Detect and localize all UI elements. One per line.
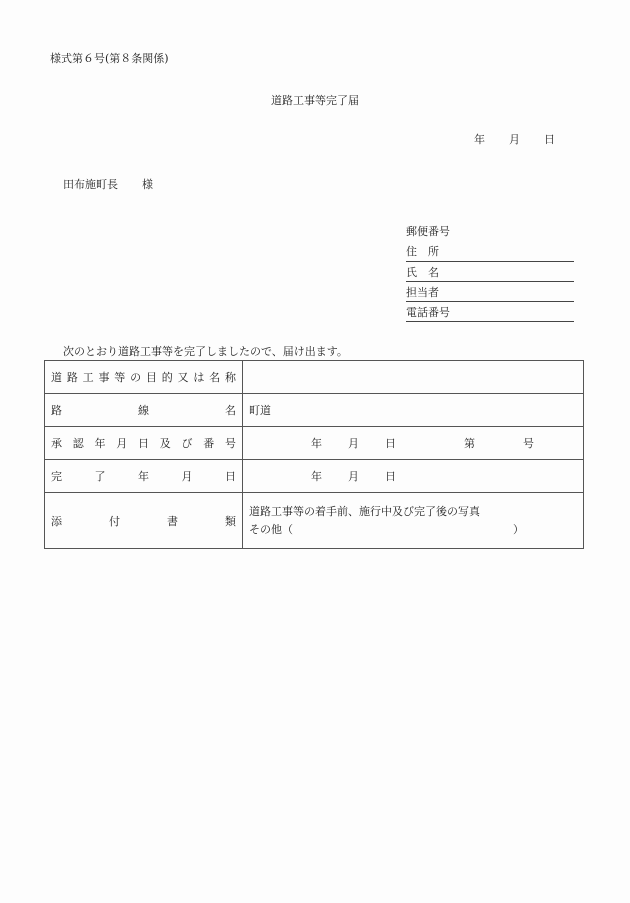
phone-field[interactable] bbox=[406, 302, 574, 322]
completion-year: 年 bbox=[311, 470, 322, 483]
attachment-other-open: その他（ bbox=[249, 522, 293, 536]
submission-date bbox=[474, 131, 555, 147]
date-month-label: 月 bbox=[509, 133, 520, 146]
attachments-value[interactable] bbox=[243, 493, 584, 549]
completion-month: 月 bbox=[348, 470, 359, 483]
address-label: 住 所 bbox=[406, 245, 439, 259]
completion-date-value[interactable] bbox=[243, 460, 584, 493]
document-title: 道路工事等完了届 bbox=[271, 94, 359, 107]
applicant-block bbox=[406, 221, 574, 322]
approval-month: 月 bbox=[348, 437, 359, 450]
postal-code-field[interactable] bbox=[406, 221, 574, 241]
approval-day: 日 bbox=[385, 437, 396, 450]
approval-value[interactable] bbox=[243, 427, 584, 460]
postal-code-label: 郵便番号 bbox=[406, 225, 450, 238]
table-row-completion-date bbox=[45, 460, 584, 493]
attachment-other-close: ） bbox=[513, 522, 524, 536]
completion-day: 日 bbox=[385, 470, 396, 483]
attachment-photos: 道路工事等の着手前、施行中及び完了後の写真 bbox=[249, 504, 480, 518]
phone-label: 電話番号 bbox=[406, 306, 450, 320]
name-field[interactable] bbox=[406, 262, 574, 282]
name-label: 氏 名 bbox=[406, 265, 439, 279]
table-row-route bbox=[45, 394, 584, 427]
addressee-name: 田布施町長 bbox=[63, 178, 118, 191]
addressee-honorific: 様 bbox=[142, 178, 153, 191]
route-label: 路 線 名 bbox=[45, 394, 243, 427]
purpose-value[interactable] bbox=[243, 361, 584, 394]
completion-date-label: 完 了 年 月 日 bbox=[45, 460, 243, 493]
approval-number-suffix: 号 bbox=[523, 437, 534, 450]
address-field[interactable] bbox=[406, 241, 574, 261]
table-row-approval bbox=[45, 427, 584, 460]
approval-number-prefix: 第 bbox=[464, 437, 475, 450]
contact-person-label: 担当者 bbox=[406, 285, 439, 299]
route-value[interactable]: 町道 bbox=[243, 394, 584, 427]
addressee bbox=[63, 176, 153, 192]
approval-year: 年 bbox=[311, 437, 322, 450]
contact-person-field[interactable] bbox=[406, 282, 574, 302]
approval-label: 承 認 年 月 日 及 び 番 号 bbox=[45, 427, 243, 460]
attachments-label: 添 付 書 類 bbox=[45, 493, 243, 549]
table-row-attachments bbox=[45, 493, 584, 549]
table-row-purpose bbox=[45, 361, 584, 394]
date-year-label: 年 bbox=[474, 133, 485, 146]
intro-text: 次のとおり道路工事等を完了しましたので、届け出ます。 bbox=[63, 345, 348, 358]
completion-table bbox=[44, 360, 584, 549]
attachment-other bbox=[249, 521, 577, 539]
date-day-label: 日 bbox=[544, 133, 555, 146]
purpose-label: 道 路 工 事 等 の 目 的 又 は 名 称 bbox=[45, 361, 243, 394]
form-number: 様式第６号(第８条関係) bbox=[50, 52, 169, 65]
